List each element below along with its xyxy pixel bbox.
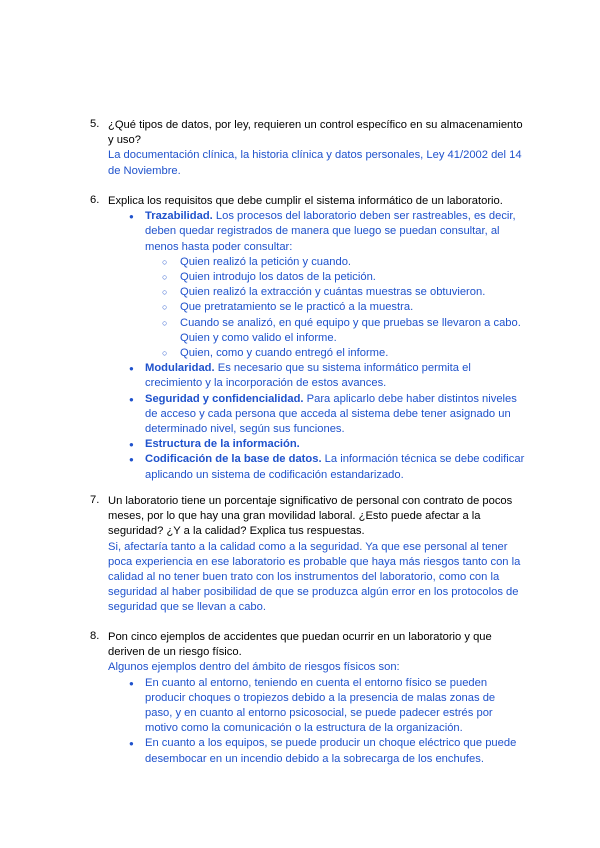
- question-5: [0, 118, 600, 179]
- list-item: [145, 392, 525, 438]
- question-text: Explica los requisitos que debe cumplir el sistema informático de un laboratorio.: [108, 195, 503, 207]
- item-title: Estructura de la información.: [145, 438, 300, 451]
- requirements-list: [145, 209, 525, 483]
- question-text: Un laboratorio tiene un porcentaje significativo de personal con contrato de pocos meses, por lo que hay una gran movilidad laboral. ¿Esto puede afectar a la seguridad? ¿Y a la calidad? Explica tus respuestas.: [108, 495, 513, 538]
- item-title: Codificación de la base de datos.: [145, 453, 322, 466]
- sub-list-item: ○ Quien, como y cuando entregó el informe.: [180, 346, 525, 361]
- accident-examples-list: [145, 676, 525, 767]
- answer-intro: Algunos ejemplos dentro del ámbito de riesgos físicos son:: [108, 661, 400, 674]
- question-number: 7.: [90, 494, 100, 506]
- item-text: La información técnica se debe codificar aplicando un sistema de codificación estandarizado.: [145, 453, 525, 481]
- item-text: Es necesario que su sistema informático permita el crecimiento y la incorporación de estos avances.: [145, 362, 471, 390]
- sub-list-item: ○ Quien realizó la petición y cuando.: [180, 255, 525, 270]
- question-number: 8.: [90, 630, 100, 642]
- list-item: ● En cuanto al entorno, teniendo en cuenta el entorno físico se pueden producir choques o tropiezos debido a la presencia de malas zonas de paso, y en cuanto al entorno psicosocial, se puede padecer estrés por motivo como la comunicación o la estructura de la organización.: [145, 676, 525, 737]
- traceability-sublist: [180, 255, 525, 361]
- sub-list-item: ○ Quien realizó la extracción y cuántas muestras se obtuvieron.: [180, 285, 525, 300]
- sub-list-item: ○ Que pretratamiento se le practicó a la muestra.: [180, 300, 525, 315]
- sub-list-item: ○ Cuando se analizó, en qué equipo y que pruebas se llevaron a cabo. Quien y como valido el informe.: [180, 316, 525, 346]
- question-text: Pon cinco ejemplos de accidentes que puedan ocurrir en un laboratorio y que deriven de un riesgo físico.: [108, 631, 492, 659]
- question-text: ¿Qué tipos de datos, por ley, requieren un control específico en su almacenamiento y uso?: [108, 119, 523, 147]
- list-item: [145, 437, 525, 452]
- item-title: Modularidad.: [145, 362, 215, 375]
- item-title: Trazabilidad.: [145, 210, 213, 223]
- answer-text: Si, afectaría tanto a la calidad como a la seguridad. Ya que ese personal al tener poca experiencia en ese laboratorio es probable que haya más riesgos tanto con la calidad al no tener buen trato con los instrumentos del laboratorio, como con la seguridad al haber posibilidad de que se produzca algún error en los protocolos de seguridad que se llevan a cabo.: [108, 540, 521, 614]
- list-item: [145, 452, 525, 482]
- answer-text: La documentación clínica, la historia clínica y datos personales, Ley 41/2002 del 14 de Noviembre.: [108, 149, 522, 177]
- sub-list-item: ○ Quien introdujo los datos de la petición.: [180, 270, 525, 285]
- question-number: 5.: [90, 118, 100, 130]
- question-8: [0, 630, 600, 767]
- list-item: [145, 361, 525, 391]
- list-item: [145, 209, 525, 361]
- item-text: Para aplicarlo debe haber distintos niveles de acceso y cada persona que acceda al sistema debe tener asignado un determinado nivel, según sus funciones.: [145, 392, 517, 436]
- list-item: ● En cuanto a los equipos, se puede producir un choque eléctrico que puede desembocar en un incendio debido a la sobrecarga de los enchufes.: [145, 736, 525, 766]
- item-title: Seguridad y confidencialidad.: [145, 392, 304, 405]
- question-number: 6.: [90, 194, 100, 206]
- question-6: [0, 194, 600, 483]
- item-text: Los procesos del laboratorio deben ser rastreables, es decir, deben quedar registrados de manera que luego se puedan consultar, al menos hasta poder consultar:: [145, 210, 516, 253]
- question-7: [0, 494, 600, 616]
